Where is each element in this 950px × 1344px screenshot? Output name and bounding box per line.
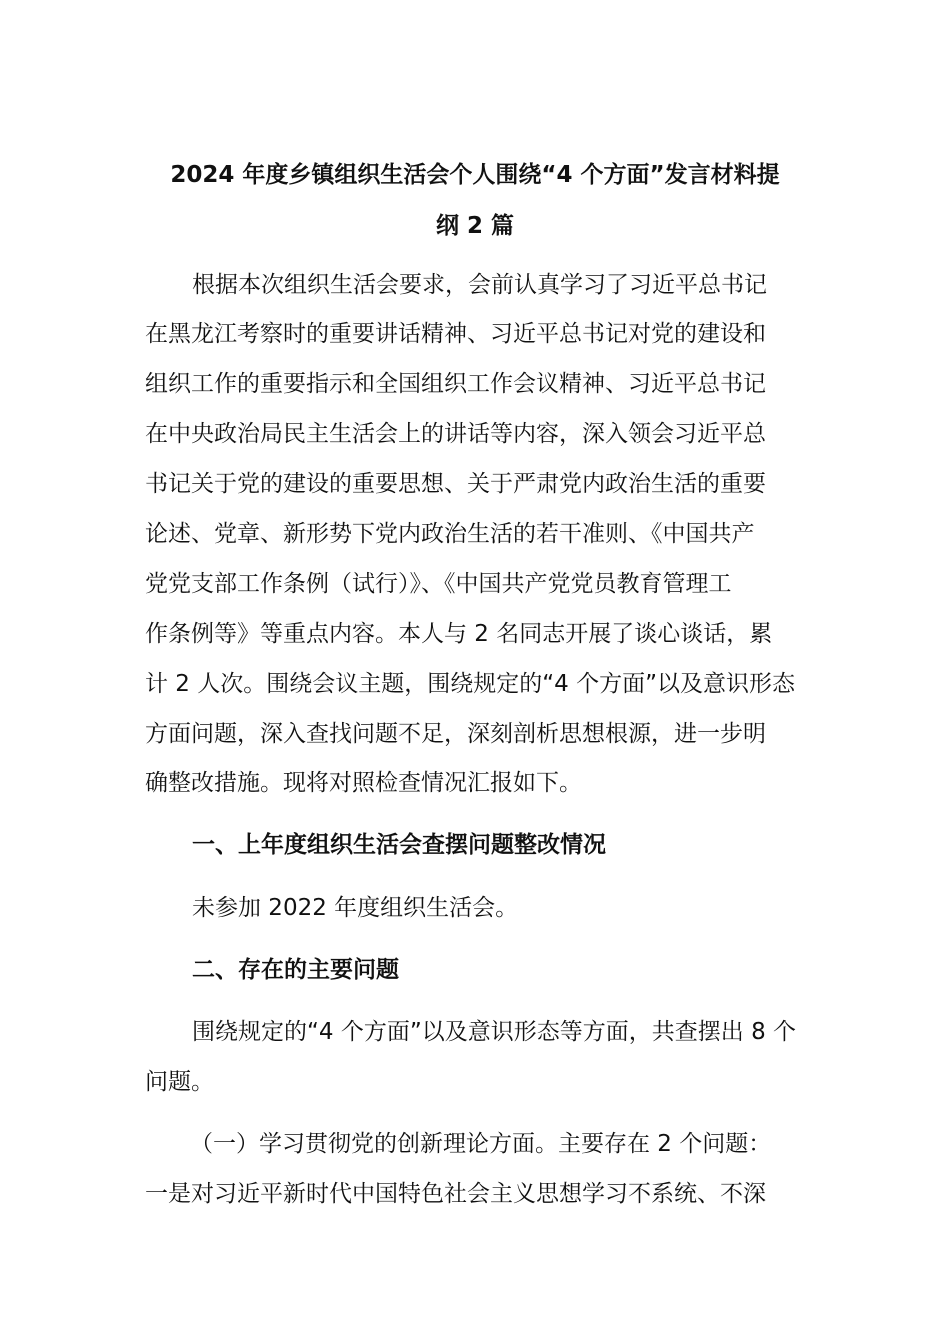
intro-line-2: 在黑龙江考察时的重要讲话精神、习近平总书记对党的建设和 — [145, 321, 766, 347]
intro-line-6: 论述、党章、新形势下党内政治生活的若干准则、《中国共产 — [145, 521, 755, 547]
document-title-line-2: 纲 2 篇 — [435, 213, 515, 239]
section-2-line-1: 围绕规定的“4 个方面”以及意识形态等方面，共查摆出 8 个 — [192, 1019, 797, 1045]
document-title-line-1: 2024 年度乡镇组织生活会个人围绕“4 个方面”发言材料提 — [170, 162, 780, 188]
section-2-heading: 二、存在的主要问题 — [192, 957, 399, 983]
intro-line-1: 根据本次组织生活会要求，会前认真学习了习近平总书记 — [192, 272, 767, 298]
section-1-heading: 一、上年度组织生活会查摆问题整改情况 — [192, 832, 606, 858]
intro-line-10: 方面问题，深入查找问题不足，深刻剖析思想根源，进一步明 — [145, 721, 766, 747]
intro-line-5: 书记关于党的建设的重要思想、关于严肃党内政治生活的重要 — [145, 471, 766, 497]
intro-line-4: 在中央政治局民主生活会上的讲话等内容，深入领会习近平总 — [145, 421, 766, 447]
intro-line-9: 计 2 人次。围绕会议主题，围绕规定的“4 个方面”以及意识形态 — [145, 671, 796, 697]
intro-line-3: 组织工作的重要指示和全国组织工作会议精神、习近平总书记 — [145, 371, 766, 397]
intro-line-7: 党党支部工作条例（试行）》、《中国共产党党员教育管理工 — [145, 571, 732, 597]
section-1-text: 未参加 2022 年度组织生活会。 — [192, 895, 519, 921]
subsection-1-line-1: （一）学习贯彻党的创新理论方面。主要存在 2 个问题： — [190, 1131, 772, 1157]
subsection-1-line-2: 一是对习近平新时代中国特色社会主义思想学习不系统、不深 — [145, 1181, 766, 1207]
section-2-line-2: 问题。 — [145, 1069, 214, 1095]
intro-line-11: 确整改措施。现将对照检查情况汇报如下。 — [145, 770, 582, 796]
intro-line-8: 作条例等》等重点内容。本人与 2 名同志开展了谈心谈话，累 — [145, 621, 773, 647]
